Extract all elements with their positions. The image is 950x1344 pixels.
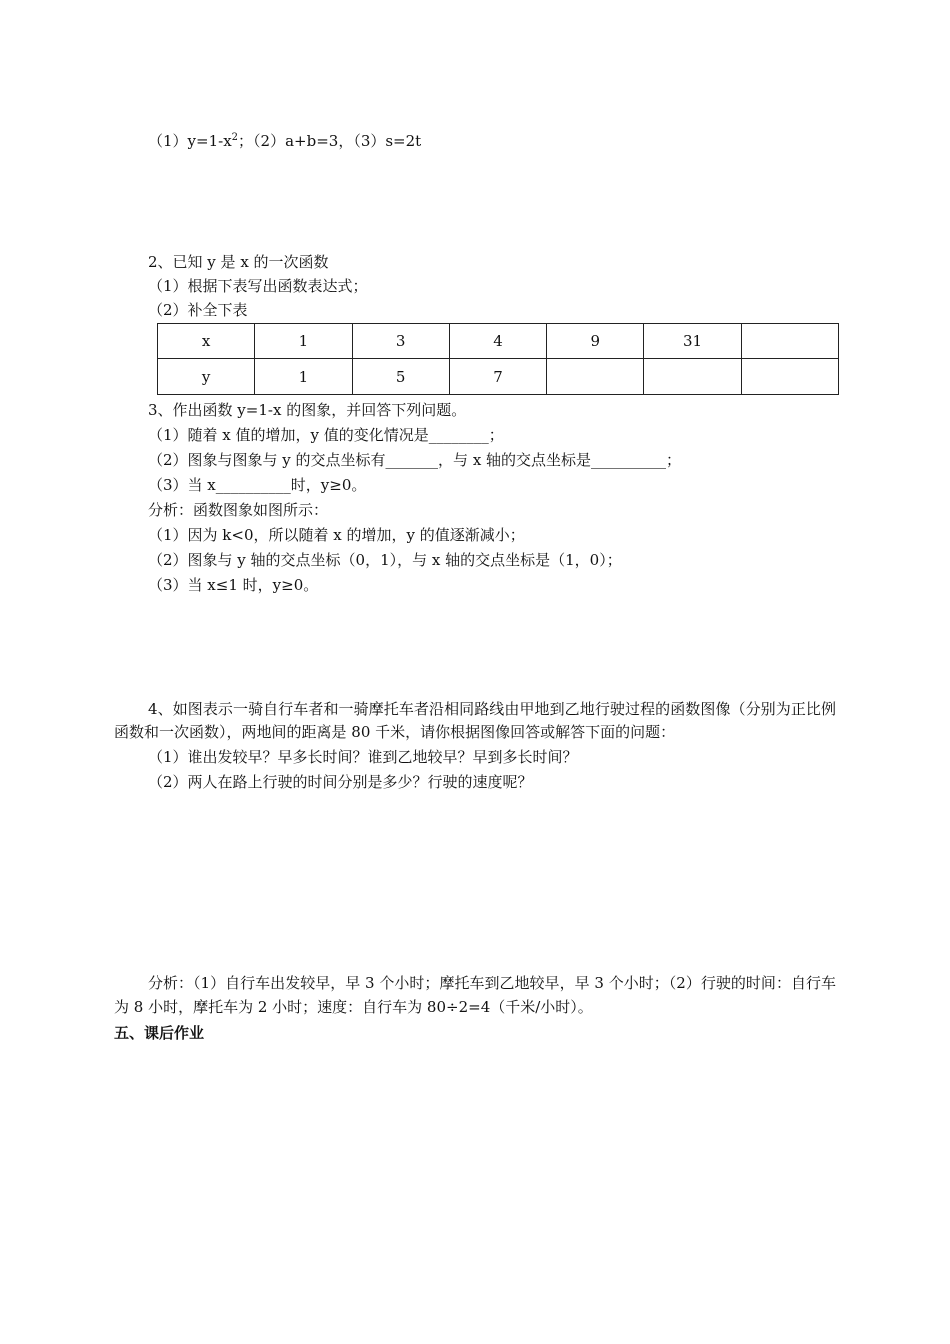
table-cell: 1 (255, 359, 352, 395)
table-cell: 1 (255, 324, 352, 359)
q2-part2: （2）补全下表 (148, 301, 248, 319)
table-cell: 31 (644, 324, 741, 359)
xy-table (157, 323, 839, 395)
q3-analysis-1: （1）因为 k<0，所以随着 x 的增加，y 的值逐渐减小； (148, 526, 525, 544)
table-cell (741, 324, 838, 359)
section-heading: 五、课后作业 (114, 1024, 205, 1042)
table-cell: 4 (449, 324, 546, 359)
q3-analysis-heading: 分析：函数图象如图所示： (148, 501, 329, 519)
table-cell (547, 359, 644, 395)
q2-title: 2、已知 y 是 x 的一次函数 (148, 253, 329, 271)
table-row (158, 324, 839, 359)
q1-part1: （1）y=1-x (148, 132, 232, 150)
q3-analysis-2: （2）图象与 y 轴的交点坐标（0，1），与 x 轴的交点坐标是（1，0）； (148, 551, 622, 569)
q3-analysis-3: （3）当 x≤1 时，y≥0。 (148, 576, 319, 594)
table-cell (644, 359, 741, 395)
table-cell: x (158, 324, 255, 359)
table-row (158, 359, 839, 395)
table-cell: y (158, 359, 255, 395)
table-cell: 9 (547, 324, 644, 359)
q4-part2: （2）两人在路上行驶的时间分别是多少？行驶的速度呢？ (148, 773, 533, 791)
table-cell: 7 (449, 359, 546, 395)
q3-title: 3、作出函数 y=1-x 的图象，并回答下列问题。 (148, 401, 467, 419)
q4-part1: （1）谁出发较早？早多长时间？谁到乙地较早？早到多长时间？ (148, 748, 578, 766)
table-cell: 3 (352, 324, 449, 359)
q4-intro: 4、如图表示一骑自行车者和一骑摩托车者沿相同路线由甲地到乙地行驶过程的函数图像（分别为正比例函数和一次函数），两地间的距离是 80 千米，请你根据图像回答或解答下面的问题： (114, 700, 836, 741)
q1-answers (148, 128, 421, 151)
table-cell (741, 359, 838, 395)
q4-analysis: 分析：（1）自行车出发较早，早 3 个小时；摩托车到乙地较早，早 3 个小时；（2）行驶的时间：自行车为 8 小时，摩托车为 2 小时；速度：自行车为 80÷2=4（千米/小时）。 (114, 974, 836, 1016)
q1-sup: 2 (231, 132, 239, 143)
q3-part3: （3）当 x__________时，y≥0。 (148, 476, 367, 494)
q2-part1: （1）根据下表写出函数表达式； (148, 277, 368, 295)
table-cell: 5 (352, 359, 449, 395)
q1-part2: ；（2）a+b=3，（3）s=2t (238, 132, 422, 150)
q3-part2: （2）图象与图象与 y 的交点坐标有_______，与 x 轴的交点坐标是__________； (148, 451, 682, 469)
q3-part1: （1）随着 x 值的增加，y 值的变化情况是________； (148, 426, 504, 444)
